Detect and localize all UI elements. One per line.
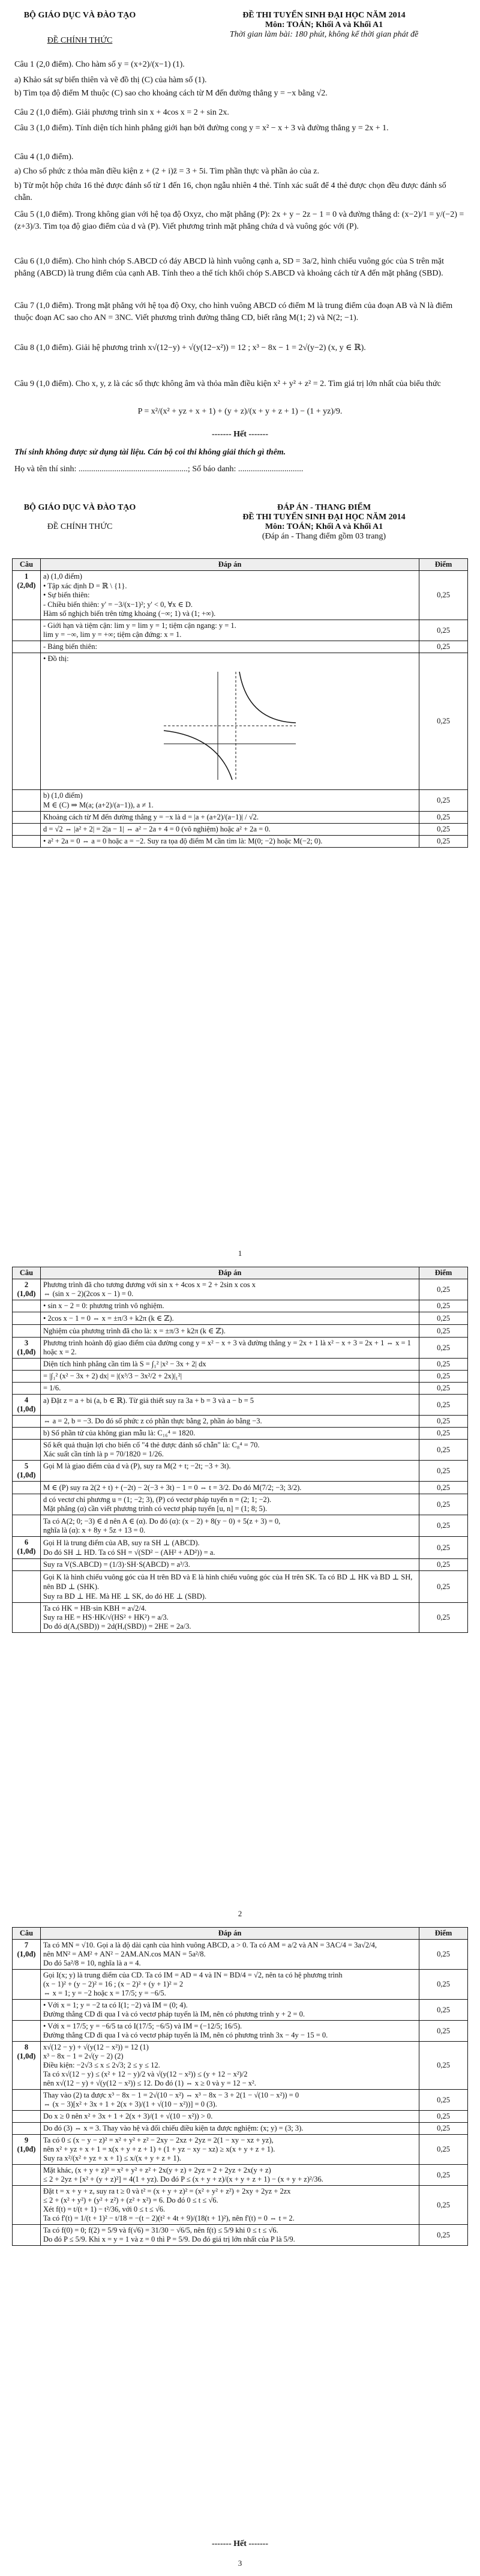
solution-text: • sin x − 2 = 0: phương trình vô nghiệm. (41, 1300, 419, 1312)
solution-text: = 1/6. (41, 1383, 419, 1395)
score: 0,25 (419, 1940, 468, 1970)
solution-text: b) (1,0 điểm) M ∈ (C) ⇒ M(a; (a+2)/(a−1)), a ≠ 1. (41, 790, 419, 812)
question-number: 7 (1,0đ) (13, 1940, 41, 1970)
table-row (13, 1428, 468, 1440)
score: 0,25 (419, 1603, 468, 1633)
solution-text: Gọi M là giao điểm của d và (P), suy ra M(2 + t; −2t; −3 + 3t). (41, 1461, 419, 1482)
solution-text: • Đồ thị: (41, 653, 419, 790)
solution-text: Mặt khác, (x + y + z)² = x² + y² + z² + 2x(y + z) + 2yz = 2 + 2yz + 2x(y + z) ≤ 2 + 2yz + [x² + (y + z)²] = 4(1 + yz). Do đó P ≤ (x + y + z)/(x + y + z + 1) − (x + y + z)²/36. (41, 2165, 419, 2186)
solution-text: Gọi I(x; y) là trung điểm của CD. Ta có IM = AD = 4 và IN = BD/4 = √2, nên ta có hệ phương trình (x − 1)² + (y − 2)² = 16 ; (x − 2)² + (y + 1)² = 2 ⇔ x = 1; y = −2 hoặc x = 17/5; y = −6/5. (41, 1970, 419, 2000)
solution-text: - Bảng biến thiên: (41, 641, 419, 653)
question-number (13, 1515, 41, 1537)
solution-text: • 2cos x − 1 = 0 ⇔ x = ±π/3 + k2π (k ∈ ℤ). (41, 1312, 419, 1325)
exam-header (0, 0, 480, 55)
question-number (13, 653, 41, 790)
score: 0,25 (419, 2135, 468, 2165)
score: 0,25 (419, 2042, 468, 2090)
exam-question: a) Khảo sát sự biến thiên và vẽ đồ thị (C) của hàm số (1). (14, 76, 207, 85)
answer-table-3 (12, 1927, 468, 2246)
table-row (13, 571, 468, 620)
score: 0,25 (419, 2123, 468, 2135)
solution-text: Ta có 0 ≤ (x − y − z)² = x² + y² + z² − 2xy − 2xz + 2yz = 2(1 − xy − xz + yz), nên x² + yz + x + 1 = x(x + y + z + 1) + (1 + yz − xy − xz) ≥ x(x + y + z + 1). Suy ra x²/(x² + yz + x + 1) ≤ x/(x + y + z + 1). (41, 2135, 419, 2165)
answer-rows-2 (13, 1279, 468, 1633)
graph-svg (158, 666, 302, 786)
page-number: 3 (238, 2559, 242, 2568)
table-row (13, 1571, 468, 1603)
exam-question: b) Từ một hộp chứa 16 thẻ được đánh số từ 1 đến 16, chọn ngẫu nhiên 4 thẻ. Tính xác suất để 4 thẻ được chọn đều được đánh số chẵn. (14, 181, 446, 202)
table-row (13, 2123, 468, 2135)
table-row (13, 1494, 468, 1515)
exam-title: ĐỀ THI TUYỂN SINH ĐẠI HỌC NĂM 2014 (242, 11, 406, 20)
exam-question: Câu 8 (1,0 điểm). Giải hệ phương trình x√(12−y) + √(y(12−x²)) = 12 ; x³ − 8x − 1 = 2√(y−2) (x, y ∈ ℝ). (14, 343, 366, 352)
answer-official: ĐỀ CHÍNH THỨC (47, 522, 113, 531)
question-number (13, 824, 41, 836)
solution-text: Đặt t = x + y + z, suy ra t ≥ 0 và t² = (x + y + z)² = (x² + y² + z²) + 2xy + 2yz + 2zx ≤ 2 + (x² + y²) + (y² + z²) + (z² + x²) = 6. Do đó 0 ≤ t ≤ √6. Xét f(t) = t/(t + 1) − t²/36, với 0 ≤ t ≤ √6. Ta có f'(t) = 1/(t + 1)² − t/18 = −(t − 2)(t² + 4t + 9)/(18(t + 1)²), nên f'(t) = 0 ⇔ t = 2. (41, 2186, 419, 2225)
question-number (13, 2186, 41, 2225)
question-number (13, 836, 41, 848)
score: 0,25 (419, 824, 468, 836)
solution-text: Nghiệm của phương trình đã cho là: x = ±π/3 + k2π (k ∈ ℤ). (41, 1325, 419, 1338)
solution-text: Ta có MN = √10. Gọi a là độ dài cạnh của hình vuông ABCD, a > 0. Ta có AM = a/2 và AN = 3AC/4 = 3a√2/4, nên MN² = AM² + AN² − 2AM.AN.cos MAN = 5a²/8. Do đó 5a²/8 = 10, nghĩa là a = 4. (41, 1940, 419, 1970)
table-row (13, 2042, 468, 2090)
exam-question: Câu 7 (1,0 điểm). Trong mặt phẳng với hệ tọa độ Oxy, cho hình vuông ABCD có điểm M là trung điểm của đoạn AB và N là điểm thuộc đoạn AC sao cho AN = 3NC. Viết phương trình đường thẳng CD, biết rằng M(1; 2) và N(2; −1). (14, 301, 453, 322)
score: 0,25 (419, 1970, 468, 2000)
score: 0,25 (419, 1359, 468, 1371)
exam-header-right (180, 11, 468, 40)
score: 0,25 (419, 2090, 468, 2111)
table-row (13, 1970, 468, 2000)
solution-text: Ta có f(0) = 0; f(2) = 5/9 và f(√6) = 31/30 − √6/5, nên f(t) ≤ 5/9 khi 0 ≤ t ≤ √6. Do đó P ≤ 5/9. Khi x = y = 1 và z = 0 thì P = 5/9. Do đó giá trị lớn nhất của P là 5/9. (41, 2225, 419, 2246)
question-number (13, 1571, 41, 1603)
official-label: ĐỀ CHÍNH THỨC (47, 36, 113, 45)
answer-subject: Môn: TOÁN; Khối A và Khối A1 (265, 522, 383, 531)
question-number: 9 (1,0đ) (13, 2135, 41, 2165)
col-dapan: Đáp án (41, 1267, 419, 1279)
exam-question: a) Cho số phức z thỏa mãn điều kiện z + (2 + i)z̄ = 3 + 5i. Tìm phần thực và phần ảo của z. (14, 167, 319, 176)
table-row (13, 1603, 468, 1633)
score: 0,25 (419, 1395, 468, 1416)
score: 0,25 (419, 2000, 468, 2021)
exam-question: Câu 2 (1,0 điểm). Giải phương trình sin x + 4cos x = 2 + sin 2x. (14, 108, 229, 117)
answer-header-right (180, 503, 468, 541)
question-number: 2 (1,0đ) (13, 1279, 41, 1300)
exam-question: Câu 5 (1,0 điểm). Trong không gian với hệ tọa độ Oxyz, cho mặt phẳng (P): 2x + y − 2z − 1 = 0 và đường thẳng d: (x−2)/1 = y/(−2) = (z+3)/3. Tìm tọa độ giao điểm của d và (P). Viết phương trình mặt phẳng chứa d và vuông góc với (P). (14, 210, 464, 231)
answer-table-1 (12, 558, 468, 848)
answer-table-2 (12, 1267, 468, 1633)
table-row (13, 1359, 468, 1371)
question-number (13, 620, 41, 641)
table-row (13, 620, 468, 641)
score: 0,25 (419, 1428, 468, 1440)
question-number (13, 1603, 41, 1633)
exam-question: Câu 1 (2,0 điểm). Cho hàm số y = (x+2)/(x−1) (1). (14, 60, 185, 69)
question-number (13, 1383, 41, 1395)
solution-text: Gọi K là hình chiếu vuông góc của H trên BD và E là hình chiếu vuông góc của H trên SK. Ta có BD ⊥ HK và BD ⊥ SH, nên BD ⊥ (SHK). Suy ra BD ⊥ HE. Mà HE ⊥ SK, do đó HE ⊥ (SBD). (41, 1571, 419, 1603)
col-cau: Câu (13, 1267, 41, 1279)
score: 0,25 (419, 1279, 468, 1300)
solution-text: ⇔ a = 2, b = −3. Do đó số phức z có phần thực bằng 2, phần ảo bằng −3. (41, 1416, 419, 1428)
question-number (13, 2021, 41, 2042)
table-row (13, 836, 468, 848)
solution-text: Số kết quả thuận lợi cho biến cố "4 thẻ được đánh số chẵn" là: C₈⁴ = 70. Xác suất cần tính là p = 70/1820 = 1/26. (41, 1440, 419, 1461)
solution-text: Ta có A(2; 0; −3) ∈ d nên A ∈ (α). Do đó (α): (x − 2) + 8(y − 0) + 5(z + 3) = 0, nghĩa là (α): x + 8y + 5z + 13 = 0. (41, 1515, 419, 1537)
solution-text: a) (1,0 điểm) • Tập xác định D = ℝ \ {1}. • Sự biến thiên: - Chiều biến thiên: y' = −3/(x−1)²; y' < 0, ∀x ∈ D. Hàm số nghịch biến trên từng khoảng (−∞; 1) và (1; +∞). (41, 571, 419, 620)
question-number (13, 2225, 41, 2246)
solution-text: x√(12 − y) + √(y(12 − x²)) = 12 (1) x³ − 8x − 1 = 2√(y − 2) (2) Điều kiện: −2√3 ≤ x ≤ 2√3; 2 ≤ y ≤ 12. Ta có x√(12 − y) ≤ (x² + 12 − y)/2 và √(y(12 − x²)) ≤ (y + 12 − x²)/2 nên x√(12 − y) + √(y(12 − x²)) ≤ 12. Do đó (1) ⇔ x ≥ 0 và y = 12 − x². (41, 2042, 419, 2090)
table-row (13, 1325, 468, 1338)
col-diem: Điểm (419, 1267, 468, 1279)
question-number: 4 (1,0đ) (13, 1395, 41, 1416)
score: 0,25 (419, 641, 468, 653)
question-number (13, 1494, 41, 1515)
page-number: 2 (238, 1909, 242, 1918)
score: 0,25 (419, 1537, 468, 1559)
table-row (13, 1395, 468, 1416)
exam-formula: P = x²/(x² + yz + x + 1) + (y + z)/(x + y + z + 1) − (1 + yz)/9. (137, 407, 343, 416)
table-row (13, 2111, 468, 2123)
right-branch (239, 672, 296, 723)
answer-title2: ĐỀ THI TUYỂN SINH ĐẠI HỌC NĂM 2014 (242, 513, 406, 522)
score: 0,25 (419, 620, 468, 641)
question-number (13, 790, 41, 812)
table-row (13, 1940, 468, 1970)
exam-question: Câu 9 (1,0 điểm). Cho x, y, z là các số thực không âm và thỏa mãn điều kiện x² + y² + z² = 2. Tìm giá trị lớn nhất của biểu thức (14, 379, 441, 388)
question-number (13, 2090, 41, 2111)
score: 0,25 (419, 2021, 468, 2042)
question-number (13, 1312, 41, 1325)
score: 0,25 (419, 1325, 468, 1338)
answer-title: ĐÁP ÁN - THANG ĐIỂM (277, 503, 371, 512)
table-row (13, 1383, 468, 1395)
exam-question: Câu 6 (1,0 điểm). Cho hình chóp S.ABCD có đáy ABCD là hình vuông cạnh a, SD = 3a/2, hình chiếu vuông góc của S trên mặt phẳng (ABCD) là trung điểm của cạnh AB. Tính theo a thể tích khối chóp S.ABCD và khoảng cách từ A đến mặt phẳng (SBD). (14, 257, 444, 278)
col-diem: Điểm (419, 559, 468, 571)
table-row (13, 1416, 468, 1428)
question-number: 3 (1,0đ) (13, 1338, 41, 1359)
col-cau: Câu (13, 559, 41, 571)
question-number: 1 (2,0đ) (13, 571, 41, 620)
table-row (13, 1279, 468, 1300)
solution-text: • Với x = 17/5; y = −6/5 ta có I(17/5; −6/5) và IM = (−12/5; 16/5). Đường thẳng CD đi qua I và có vectơ pháp tuyến là IM, nên có phương trình 3x − 4y − 15 = 0. (41, 2021, 419, 2042)
page-number: 1 (238, 1249, 242, 1258)
exam-header-left (11, 11, 149, 46)
score: 0,25 (419, 1383, 468, 1395)
exam-subject: Môn: TOÁN; Khối A và Khối A1 (265, 20, 383, 29)
score: 0,25 (419, 790, 468, 812)
table-row (13, 653, 468, 790)
table-row (13, 2135, 468, 2165)
score: 0,25 (419, 653, 468, 790)
table-row (13, 790, 468, 812)
solution-text: d có vectơ chỉ phương u = (1; −2; 3), (P) có vectơ pháp tuyến n = (2; 1; −2). Mặt phẳng (α) cần viết phương trình có vectơ pháp tuyến [u, n] = (1; 8; 5). (41, 1494, 419, 1515)
table-row (13, 2225, 468, 2246)
score: 0,25 (419, 1494, 468, 1515)
table-row (13, 2090, 468, 2111)
score: 0,25 (419, 1440, 468, 1461)
question-number (13, 1325, 41, 1338)
table-header-row (13, 1928, 468, 1940)
solution-text: Diện tích hình phẳng cần tìm là S = ∫₁² |x² − 3x + 2| dx (41, 1359, 419, 1371)
score: 0,25 (419, 2186, 468, 2225)
table-row (13, 812, 468, 824)
score: 0,25 (419, 1300, 468, 1312)
table-header-row (13, 559, 468, 571)
solution-text: - Giới hạn và tiệm cận: lim y = lim y = 1; tiệm cận ngang: y = 1. lim y = −∞, lim y = +∞; tiệm cận đứng: x = 1. (41, 620, 419, 641)
table-row (13, 1312, 468, 1325)
solution-text: = |∫₁² (x² − 3x + 2) dx| = |(x³/3 − 3x²/2 + 2x)|₁²| (41, 1371, 419, 1383)
score: 0,25 (419, 2165, 468, 2186)
solution-text: d = √2 ⇔ |a² + 2| = 2|a − 1| ⇔ a² − 2a + 4 = 0 (vô nghiệm) hoặc a² + 2a = 0. (41, 824, 419, 836)
question-number (13, 2111, 41, 2123)
table-row (13, 1482, 468, 1494)
solution-text: M ∈ (P) suy ra 2(2 + t) + (−2t) − 2(−3 + 3t) − 1 = 0 ⇔ t = 3/2. Do đó M(7/2; −3; 3/2). (41, 1482, 419, 1494)
table-row (13, 1461, 468, 1482)
col-cau: Câu (13, 1928, 41, 1940)
exam-page (0, 0, 480, 845)
solution-text: a) Đặt z = a + bi (a, b ∈ ℝ). Từ giả thiết suy ra 3a + b = 3 và a − b = 5 (41, 1395, 419, 1416)
exam-question: Câu 3 (1,0 điểm). Tính diện tích hình phẳng giới hạn bởi đường cong y = x² − x + 3 và đường thẳng y = 2x + 1. (14, 124, 389, 133)
table-row (13, 1371, 468, 1383)
score: 0,25 (419, 812, 468, 824)
exam-question: Câu 4 (1,0 điểm). (14, 152, 74, 161)
solution-text: • a² + 2a = 0 ⇔ a = 0 hoặc a = −2. Suy ra tọa độ điểm M cần tìm là: M(0; −2) hoặc M(−2; 0). (41, 836, 419, 848)
table-row (13, 1440, 468, 1461)
answer-header-left (11, 503, 149, 532)
score: 0,25 (419, 1416, 468, 1428)
solution-text: Do đó (3) ⇔ x = 3. Thay vào hệ và đối chiếu điều kiện ta được nghiệm: (x; y) = (3; 3). (41, 2123, 419, 2135)
question-number (13, 812, 41, 824)
answer-end: ------- Hết ------- (211, 2539, 269, 2548)
score: 0,25 (419, 836, 468, 848)
solution-text: Thay vào (2) ta được x³ − 8x − 1 = 2√(10 − x²) ⇔ x³ − 8x − 3 + 2(1 − √(10 − x²)) = 0 ⇔ (x − 3)[x² + 3x + 1 + 2(x + 3)/(1 + √(10 − x²))] = 0 (3). (41, 2090, 419, 2111)
answer-rows-1 (13, 571, 468, 848)
table-row (13, 2165, 468, 2186)
table-row (13, 1559, 468, 1571)
left-branch (164, 731, 232, 780)
solution-text: Khoảng cách từ M đến đường thẳng y = −x là d = |a + (a+2)/(a−1)| / √2. (41, 812, 419, 824)
function-graph (43, 666, 416, 786)
exam-time: Thời gian làm bài: 180 phút, không kể thời gian phát đề (229, 30, 419, 39)
question-number (13, 2123, 41, 2135)
table-row (13, 2021, 468, 2042)
question-number: 8 (1,0đ) (13, 2042, 41, 2090)
score: 0,25 (419, 1371, 468, 1383)
table-row (13, 1537, 468, 1559)
answer-rows-3 (13, 1940, 468, 2246)
question-number (13, 1440, 41, 1461)
exam-question: b) Tìm tọa độ điểm M thuộc (C) sao cho khoảng cách từ M đến đường thẳng y = −x bằng √2. (14, 89, 328, 98)
score: 0,25 (419, 1312, 468, 1325)
solution-text: Gọi H là trung điểm của AB, suy ra SH ⊥ (ABCD). Do đó SH ⊥ HD. Ta có SH = √(SD² − (AH² + AD²)) = a. (41, 1537, 419, 1559)
question-number (13, 1371, 41, 1383)
table-header-row (13, 1267, 468, 1279)
col-dapan: Đáp án (41, 559, 419, 571)
table-row (13, 2186, 468, 2225)
question-number (13, 2000, 41, 2021)
answer-ministry: BỘ GIÁO DỤC VÀ ĐÀO TẠO (23, 503, 136, 512)
answer-header (0, 492, 480, 558)
score: 0,25 (419, 1515, 468, 1537)
question-number (13, 1970, 41, 2000)
col-diem: Điểm (419, 1928, 468, 1940)
solution-text: Ta có HK = HB·sin KBH = a√2/4. Suy ra HE = HS·HK/√(HS² + HK²) = a/3. Do đó d(A,(SBD)) = 2d(H,(SBD)) = 2HE = 2a/3. (41, 1603, 419, 1633)
question-number (13, 641, 41, 653)
question-number (13, 1300, 41, 1312)
table-row (13, 641, 468, 653)
exam-end: ------- Hết ------- (211, 430, 269, 439)
col-dapan: Đáp án (41, 1928, 419, 1940)
solution-text: Do x ≥ 0 nên x² + 3x + 1 + 2(x + 3)/(1 + √(10 − x²)) > 0. (41, 2111, 419, 2123)
score: 0,25 (419, 1338, 468, 1359)
score: 0,25 (419, 2111, 468, 2123)
table-row (13, 1300, 468, 1312)
solution-text: Phương trình đã cho tương đương với sin x + 4cos x = 2 + 2sin x cos x ⇔ (sin x − 2)(2cos x − 1) = 0. (41, 1279, 419, 1300)
question-number (13, 1482, 41, 1494)
score: 0,25 (419, 571, 468, 620)
question-number (13, 2165, 41, 2186)
table-row (13, 1338, 468, 1359)
question-number (13, 1428, 41, 1440)
score: 0,25 (419, 1461, 468, 1482)
solution-text: Phương trình hoành độ giao điểm của đường cong y = x² − x + 3 và đường thẳng y = 2x + 1 là x² − x + 3 = 2x + 1 ⇔ x = 1 hoặc x = 2. (41, 1338, 419, 1359)
table-row (13, 824, 468, 836)
answer-note: (Đáp án - Thang điểm gồm 03 trang) (262, 532, 386, 541)
question-number (13, 1416, 41, 1428)
table-row (13, 1515, 468, 1537)
question-number (13, 1359, 41, 1371)
table-row (13, 2000, 468, 2021)
candidate-info: Họ và tên thí sinh: ....................................................; Số báo danh: ............................... (14, 465, 304, 474)
solution-text: b) Số phần tử của không gian mẫu là: C₁₆⁴ = 1820. (41, 1428, 419, 1440)
exam-notice: Thí sinh không được sử dụng tài liệu. Cán bộ coi thi không giải thích gì thêm. (14, 448, 286, 457)
score: 0,25 (419, 2225, 468, 2246)
question-number (13, 1559, 41, 1571)
score: 0,25 (419, 1482, 468, 1494)
score: 0,25 (419, 1559, 468, 1571)
ministry-name: BỘ GIÁO DỤC VÀ ĐÀO TẠO (23, 11, 136, 20)
solution-text: • Với x = 1; y = −2 ta có I(1; −2) và IM = (0; 4). Đường thẳng CD đi qua I và có vectơ pháp tuyến là IM, nên có phương trình y + 2 = 0. (41, 2000, 419, 2021)
question-number: 6 (1,0đ) (13, 1537, 41, 1559)
score: 0,25 (419, 1571, 468, 1603)
question-number: 5 (1,0đ) (13, 1461, 41, 1482)
solution-text: Suy ra V(S.ABCD) = (1/3)·SH·S(ABCD) = a³/3. (41, 1559, 419, 1571)
